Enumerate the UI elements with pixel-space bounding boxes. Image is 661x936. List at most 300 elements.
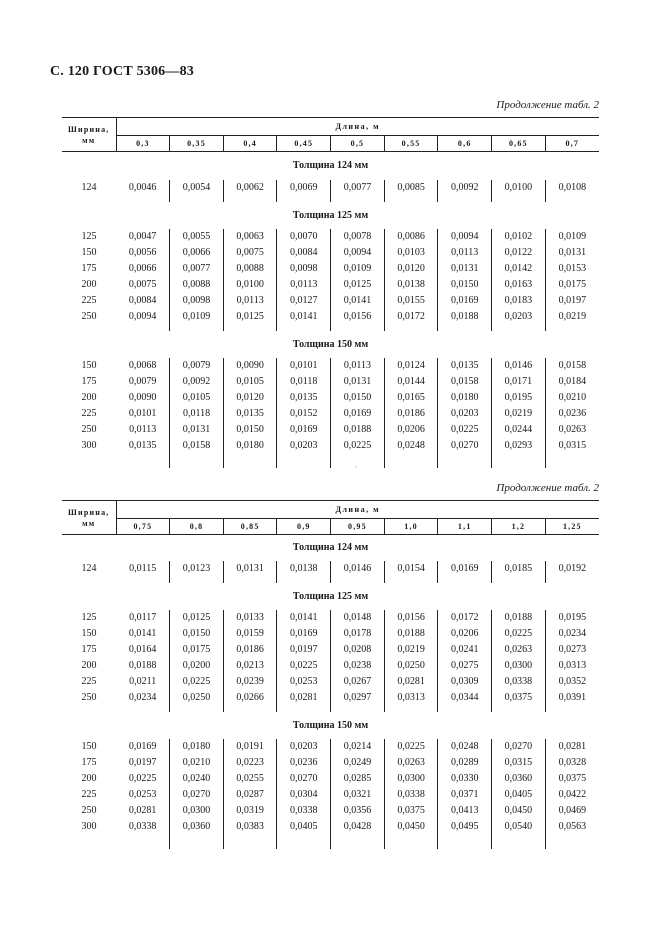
value-cell: 0,0186: [384, 406, 438, 422]
value-cell: 0,0054: [170, 180, 224, 196]
value-cell: 0,0138: [384, 277, 438, 293]
value-cell: 0,0188: [438, 309, 492, 325]
section-title: Толщина 124 мм: [292, 160, 369, 172]
value-cell: 0,0428: [331, 819, 385, 835]
value-cell: 0,0178: [331, 626, 385, 642]
value-cell: 0,0263: [384, 755, 438, 771]
value-cell: 0,0253: [128, 789, 157, 800]
value-cell: 0,0200: [170, 658, 224, 674]
value-cell: 0,0154: [384, 561, 438, 577]
value-cell: 0,0223: [223, 755, 277, 771]
value-cell: 0,0338: [492, 674, 546, 690]
value-cell: 0,0069: [277, 180, 331, 196]
header-row: [62, 118, 599, 136]
width-header-line: Ширина,: [68, 507, 110, 517]
value-cell: 0,0125: [223, 309, 277, 325]
value-cell: 0,0169: [277, 626, 331, 642]
value-cell: 0,0115: [129, 563, 157, 574]
width-cell: 175: [81, 376, 97, 387]
continuation-note: Продолжение табл. 2: [496, 482, 599, 494]
table-row: [62, 690, 599, 706]
value-cell: 0,0344: [438, 690, 492, 706]
value-cell: 0,0169: [128, 741, 157, 752]
value-cell: 0,0330: [438, 771, 492, 787]
value-cell: 0,0155: [384, 293, 438, 309]
value-cell: 0,0495: [438, 819, 492, 835]
value-cell: 0,0117: [129, 612, 157, 623]
table-row: [62, 803, 599, 819]
width-cell: 175: [81, 757, 97, 768]
value-cell: 0,0118: [277, 374, 331, 390]
spacer-cell: [170, 454, 224, 468]
value-cell: 0,0210: [170, 755, 224, 771]
value-cell: 0,0213: [223, 658, 277, 674]
section-title-row: [62, 712, 599, 739]
value-cell: 0,0075: [128, 279, 157, 290]
width-cell: 150: [81, 741, 97, 752]
value-cell: 0,0113: [277, 277, 331, 293]
table-row: [62, 626, 599, 642]
value-cell: 0,0066: [170, 245, 224, 261]
table-row: [62, 438, 599, 454]
value-cell: 0,0281: [545, 739, 599, 755]
value-cell: 0,0148: [331, 610, 385, 626]
value-cell: 0,0141: [331, 293, 385, 309]
value-cell: 0,0293: [492, 438, 546, 454]
value-cell: 0,0328: [545, 755, 599, 771]
value-cell: 0,0248: [438, 739, 492, 755]
value-cell: 0,0422: [545, 787, 599, 803]
value-cell: 0,0127: [277, 293, 331, 309]
value-cell: 0,0175: [545, 277, 599, 293]
value-cell: 0,0169: [277, 422, 331, 438]
value-cell: 0,0158: [170, 438, 224, 454]
value-cell: 0,0184: [545, 374, 599, 390]
value-cell: 0,0066: [128, 263, 157, 274]
value-cell: 0,0315: [545, 438, 599, 454]
length-column-header: 1,25: [545, 519, 599, 535]
value-cell: 0,0156: [384, 610, 438, 626]
value-cell: 0,0138: [277, 561, 331, 577]
width-cell: 150: [81, 628, 97, 639]
width-cell: 150: [81, 360, 97, 371]
spacer-cell: [62, 454, 116, 468]
width-cell: 250: [81, 805, 97, 816]
spacer-cell: [492, 835, 546, 849]
width-cell: 250: [81, 692, 97, 703]
value-cell: 0,0186: [223, 642, 277, 658]
value-cell: 0,0135: [128, 440, 157, 451]
value-cell: 0,0105: [223, 374, 277, 390]
value-cell: 0,0141: [277, 309, 331, 325]
section-title-row: [62, 152, 599, 180]
value-cell: 0,0225: [170, 674, 224, 690]
value-cell: 0,0079: [128, 376, 157, 387]
value-cell: 0,0281: [128, 805, 157, 816]
value-cell: 0,0086: [384, 229, 438, 245]
value-cell: 0,0159: [223, 626, 277, 642]
length-column-header: 1,2: [492, 519, 546, 535]
value-cell: 0,0063: [223, 229, 277, 245]
length-values-row: [62, 519, 599, 535]
header-row: [62, 501, 599, 519]
value-cell: 0,0225: [384, 739, 438, 755]
value-cell: 0,0192: [545, 561, 599, 577]
data-table: [62, 500, 599, 849]
value-cell: 0,0150: [438, 277, 492, 293]
value-cell: 0,0210: [545, 390, 599, 406]
value-cell: 0,0319: [223, 803, 277, 819]
value-cell: 0,0113: [438, 245, 492, 261]
value-cell: 0,0165: [384, 390, 438, 406]
length-column-header: 0,3: [116, 136, 170, 152]
spacer-cell: [438, 835, 492, 849]
spacer-cell: [170, 835, 224, 849]
spacer-cell: [116, 454, 170, 468]
section-title: Толщина 150 мм: [292, 719, 369, 731]
value-cell: 0,0219: [384, 642, 438, 658]
value-cell: 0,0249: [331, 755, 385, 771]
value-cell: 0,0285: [331, 771, 385, 787]
value-cell: 0,0158: [545, 358, 599, 374]
value-cell: 0,0263: [492, 642, 546, 658]
value-cell: 0,0250: [170, 690, 224, 706]
value-cell: 0,0197: [277, 642, 331, 658]
value-cell: 0,0188: [128, 660, 157, 671]
table-row: [62, 229, 599, 245]
table-row: [62, 739, 599, 755]
value-cell: 0,0234: [545, 626, 599, 642]
value-cell: 0,0375: [545, 771, 599, 787]
value-cell: 0,0118: [170, 406, 224, 422]
length-column-header: 1,0: [384, 519, 438, 535]
value-cell: 0,0100: [492, 180, 546, 196]
section-title: Толщина 125 мм: [292, 209, 369, 221]
width-cell: 225: [81, 676, 97, 687]
length-column-header: 1,1: [438, 519, 492, 535]
scan-speck: ·: [355, 463, 358, 472]
value-cell: 0,0120: [223, 390, 277, 406]
value-cell: 0,0109: [545, 229, 599, 245]
value-cell: 0,0236: [277, 755, 331, 771]
spacer-cell: [438, 454, 492, 468]
value-cell: 0,0188: [384, 626, 438, 642]
value-cell: 0,0078: [331, 229, 385, 245]
value-cell: 0,0211: [129, 676, 157, 687]
value-cell: 0,0371: [438, 787, 492, 803]
value-cell: 0,0253: [277, 674, 331, 690]
width-header-line: Ширина,: [68, 124, 110, 134]
width-cell: 150: [81, 247, 97, 258]
section-title: Толщина 150 мм: [292, 338, 369, 350]
width-column-header: [62, 501, 116, 535]
page-header: С. 120 ГОСТ 5306—83: [50, 64, 194, 79]
value-cell: 0,0079: [170, 358, 224, 374]
value-cell: 0,0163: [492, 277, 546, 293]
value-cell: 0,0219: [492, 406, 546, 422]
value-cell: 0,0270: [492, 739, 546, 755]
length-column-header: 0,85: [223, 519, 277, 535]
value-cell: 0,0103: [384, 245, 438, 261]
table-row: [62, 180, 599, 196]
section-title: Толщина 125 мм: [292, 590, 369, 602]
value-cell: 0,0360: [170, 819, 224, 835]
value-cell: 0,0090: [128, 392, 157, 403]
value-cell: 0,0085: [384, 180, 438, 196]
value-cell: 0,0088: [170, 277, 224, 293]
value-cell: 0,0172: [438, 610, 492, 626]
length-column-header: 0,65: [492, 136, 546, 152]
table-row: [62, 610, 599, 626]
value-cell: 0,0084: [277, 245, 331, 261]
value-cell: 0,0469: [545, 803, 599, 819]
value-cell: 0,0142: [492, 261, 546, 277]
value-cell: 0,0197: [545, 293, 599, 309]
spacer-cell: [62, 835, 116, 849]
width-cell: 300: [81, 440, 97, 451]
value-cell: 0,0180: [170, 739, 224, 755]
spacer-cell: [384, 454, 438, 468]
value-cell: 0,0183: [492, 293, 546, 309]
value-cell: 0,0239: [223, 674, 277, 690]
value-cell: 0,0244: [492, 422, 546, 438]
spacer-cell: [277, 454, 331, 468]
value-cell: 0,0131: [331, 374, 385, 390]
value-cell: 0,0297: [331, 690, 385, 706]
width-column-header: [62, 118, 116, 152]
value-cell: 0,0225: [438, 422, 492, 438]
spacer-cell: [492, 454, 546, 468]
width-cell: 124: [81, 563, 97, 574]
value-cell: 0,0236: [545, 406, 599, 422]
value-cell: 0,0250: [384, 658, 438, 674]
value-cell: 0,0075: [223, 245, 277, 261]
value-cell: 0,0240: [170, 771, 224, 787]
section-title-row: [62, 202, 599, 229]
value-cell: 0,0338: [384, 787, 438, 803]
value-cell: 0,0273: [545, 642, 599, 658]
value-cell: 0,0125: [331, 277, 385, 293]
length-values-row: [62, 136, 599, 152]
data-table-block: [62, 500, 599, 849]
value-cell: 0,0375: [384, 803, 438, 819]
value-cell: 0,0100: [223, 277, 277, 293]
value-cell: 0,0175: [170, 642, 224, 658]
value-cell: 0,0098: [170, 293, 224, 309]
width-cell: 175: [81, 644, 97, 655]
table-row: [62, 674, 599, 690]
value-cell: 0,0113: [331, 358, 385, 374]
length-column-header: 0,8: [170, 519, 224, 535]
value-cell: 0,0141: [128, 628, 157, 639]
table-row: [62, 561, 599, 577]
spacer-cell: [545, 835, 599, 849]
section-title: Толщина 124 мм: [292, 542, 369, 554]
value-cell: 0,0144: [384, 374, 438, 390]
value-cell: 0,0281: [277, 690, 331, 706]
section-title-row: [62, 535, 599, 561]
value-cell: 0,0158: [438, 374, 492, 390]
value-cell: 0,0206: [438, 626, 492, 642]
value-cell: 0,0225: [277, 658, 331, 674]
table-row: [62, 771, 599, 787]
spacer-cell: [223, 835, 277, 849]
table-row: [62, 787, 599, 803]
value-cell: 0,0203: [438, 406, 492, 422]
value-cell: 0,0270: [170, 787, 224, 803]
value-cell: 0,0315: [492, 755, 546, 771]
value-cell: 0,0195: [492, 390, 546, 406]
value-cell: 0,0113: [223, 293, 277, 309]
value-cell: 0,0094: [128, 311, 157, 322]
value-cell: 0,0131: [545, 245, 599, 261]
value-cell: 0,0120: [384, 261, 438, 277]
length-column-header: 0,9: [277, 519, 331, 535]
value-cell: 0,0135: [277, 390, 331, 406]
value-cell: 0,0225: [128, 773, 157, 784]
value-cell: 0,0101: [128, 408, 157, 419]
value-cell: 0,0046: [128, 182, 157, 193]
value-cell: 0,0391: [545, 690, 599, 706]
value-cell: 0,0287: [223, 787, 277, 803]
value-cell: 0,0055: [170, 229, 224, 245]
value-cell: 0,0563: [545, 819, 599, 835]
width-cell: 175: [81, 263, 97, 274]
table-row: [62, 245, 599, 261]
length-column-header: 0,4: [223, 136, 277, 152]
value-cell: 0,0172: [384, 309, 438, 325]
length-column-header: 0,5: [331, 136, 385, 152]
value-cell: 0,0135: [438, 358, 492, 374]
value-cell: 0,0413: [438, 803, 492, 819]
value-cell: 0,0219: [545, 309, 599, 325]
value-cell: 0,0352: [545, 674, 599, 690]
value-cell: 0,0108: [545, 180, 599, 196]
value-cell: 0,0375: [492, 690, 546, 706]
value-cell: 0,0270: [277, 771, 331, 787]
spacer-cell: [331, 835, 385, 849]
value-cell: 0,0131: [223, 561, 277, 577]
value-cell: 0,0092: [438, 180, 492, 196]
value-cell: 0,0203: [492, 309, 546, 325]
table-row: [62, 658, 599, 674]
spacer-row: [62, 454, 599, 468]
value-cell: 0,0109: [331, 261, 385, 277]
value-cell: 0,0208: [331, 642, 385, 658]
table-row: [62, 293, 599, 309]
width-cell: 250: [81, 311, 97, 322]
table-row: [62, 374, 599, 390]
table-row: [62, 755, 599, 771]
length-column-header: 0,95: [331, 519, 385, 535]
value-cell: 0,0125: [170, 610, 224, 626]
value-cell: 0,0124: [384, 358, 438, 374]
value-cell: 0,0105: [170, 390, 224, 406]
value-cell: 0,0197: [128, 757, 157, 768]
value-cell: 0,0225: [492, 626, 546, 642]
width-cell: 300: [81, 821, 97, 832]
value-cell: 0,0169: [331, 406, 385, 422]
width-cell: 200: [81, 660, 97, 671]
value-cell: 0,0270: [438, 438, 492, 454]
value-cell: 0,0309: [438, 674, 492, 690]
table-row: [62, 309, 599, 325]
spacer-row: [62, 835, 599, 849]
value-cell: 0,0313: [545, 658, 599, 674]
value-cell: 0,0206: [384, 422, 438, 438]
value-cell: 0,0356: [331, 803, 385, 819]
value-cell: 0,0092: [170, 374, 224, 390]
width-cell: 200: [81, 279, 97, 290]
width-header-unit: мм: [82, 518, 96, 528]
spacer-cell: [384, 835, 438, 849]
value-cell: 0,0098: [277, 261, 331, 277]
value-cell: 0,0188: [331, 422, 385, 438]
data-table-block: [62, 117, 599, 468]
table-row: [62, 819, 599, 835]
value-cell: 0,0150: [170, 626, 224, 642]
width-cell: 225: [81, 408, 97, 419]
value-cell: 0,0300: [384, 771, 438, 787]
value-cell: 0,0180: [438, 390, 492, 406]
value-cell: 0,0068: [128, 360, 157, 371]
width-cell: 200: [81, 392, 97, 403]
value-cell: 0,0150: [223, 422, 277, 438]
width-cell: 225: [81, 295, 97, 306]
table-row: [62, 642, 599, 658]
value-cell: 0,0304: [277, 787, 331, 803]
value-cell: 0,0238: [331, 658, 385, 674]
length-column-header: 0,45: [277, 136, 331, 152]
width-cell: 200: [81, 773, 97, 784]
value-cell: 0,0056: [128, 247, 157, 258]
value-cell: 0,0077: [170, 261, 224, 277]
value-cell: 0,0084: [128, 295, 157, 306]
value-cell: 0,0275: [438, 658, 492, 674]
value-cell: 0,0300: [492, 658, 546, 674]
value-cell: 0,0131: [170, 422, 224, 438]
length-column-header: 0,7: [545, 136, 599, 152]
value-cell: 0,0141: [277, 610, 331, 626]
width-cell: 125: [81, 612, 97, 623]
continuation-note: Продолжение табл. 2: [496, 99, 599, 111]
spacer-cell: [223, 454, 277, 468]
value-cell: 0,0360: [492, 771, 546, 787]
value-cell: 0,0383: [223, 819, 277, 835]
value-cell: 0,0300: [170, 803, 224, 819]
width-cell: 125: [81, 231, 97, 242]
width-cell: 225: [81, 789, 97, 800]
value-cell: 0,0225: [331, 438, 385, 454]
value-cell: 0,0123: [170, 561, 224, 577]
value-cell: 0,0169: [438, 293, 492, 309]
table-row: [62, 261, 599, 277]
value-cell: 0,0450: [492, 803, 546, 819]
value-cell: 0,0146: [331, 561, 385, 577]
section-title-row: [62, 583, 599, 610]
value-cell: 0,0109: [170, 309, 224, 325]
value-cell: 0,0255: [223, 771, 277, 787]
value-cell: 0,0338: [128, 821, 157, 832]
width-header-unit: мм: [82, 135, 96, 145]
data-table: [62, 117, 599, 468]
value-cell: 0,0062: [223, 180, 277, 196]
width-cell: 124: [81, 182, 97, 193]
value-cell: 0,0405: [277, 819, 331, 835]
value-cell: 0,0169: [438, 561, 492, 577]
value-cell: 0,0156: [331, 309, 385, 325]
value-cell: 0,0321: [331, 787, 385, 803]
